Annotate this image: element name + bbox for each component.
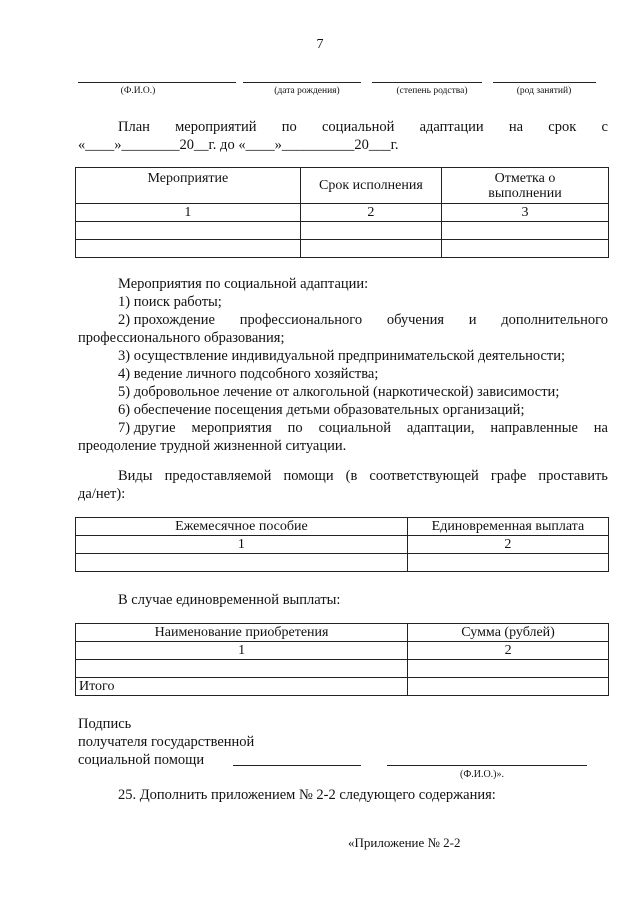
item-25: 25. Дополнить приложением № 2-2 следующего содержания: [118,787,496,803]
measures-header-term: Срок исполнения [300,168,441,204]
aid-word: помощи [283,468,334,484]
measures-table [75,167,609,258]
plan-word: социальной [322,119,395,135]
aid-word: графе [490,468,527,484]
occupation-label: (род занятий) [516,86,572,96]
birthdate-label: (дата рождения) [274,86,340,96]
aid-line-1 [118,467,608,486]
kinship-label: (степень родства) [396,86,468,96]
plan-word: срок [548,119,577,135]
fio-line [78,82,236,83]
plan-word: на [508,119,524,135]
measure-item-7-cont: преодоление трудной жизненной ситуации. [78,438,347,454]
table-row [76,222,609,240]
aid-line-2: да/нет): [78,486,126,502]
lump-sum-table [75,623,609,696]
signature-underline [233,765,361,766]
plan-word: адаптации [419,119,484,135]
aid-word: (в [345,468,358,484]
list-word: направленные [490,420,578,436]
lump-total-value [408,678,609,696]
list-word: социальной [318,420,391,436]
list-word: и [468,312,477,328]
measures-header-activity: Мероприятие [76,168,301,204]
table-row [76,240,609,258]
lump-header-amount: Сумма (рублей) [408,624,609,642]
aid-word: соответствующей [369,468,479,484]
signature-line-3: социальной помощи [78,752,205,768]
fio-closing-label: (Ф.И.О.)». [460,769,505,780]
measure-item-5: 5) добровольное лечение от алкогольной (наркотической) зависимости; [118,384,560,400]
measure-item-1: 1) поиск работы; [118,294,222,310]
aid-col-number: 2 [407,536,608,554]
aid-word: проставить [538,468,608,484]
table-row [76,554,609,572]
aid-table [75,517,609,572]
occupation-line [493,82,596,83]
list-word: по [287,420,303,436]
lump-sum-intro: В случае единовременной выплаты: [118,592,341,608]
table-row [76,660,609,678]
plan-word: мероприятий [175,119,257,135]
aid-word: предоставляемой [164,468,272,484]
list-word: адаптации, [406,420,475,436]
measure-item-7 [118,419,608,438]
lump-total-label: Итого [76,678,408,696]
measure-item-6: 6) обеспечение посещения детьми образовательных организаций; [118,402,525,418]
page-number: 7 [316,37,324,52]
list-word: на [593,420,608,436]
signature-line-2: получателя государственной [78,734,255,750]
aid-word: Виды [118,468,153,484]
aid-col-number: 1 [76,536,408,554]
kinship-line [372,82,482,83]
measures-col-number: 2 [300,204,441,222]
measures-col-number: 3 [442,204,609,222]
lump-header-item: Наименование приобретения [76,624,408,642]
aid-header-monthly: Ежемесячное пособие [76,518,408,536]
list-word: обучения [386,312,445,328]
list-word: 2) прохождение [118,312,215,328]
list-word: профессионального [239,312,363,328]
list-word: мероприятия [191,420,272,436]
birthdate-line [243,82,361,83]
fio-underline [387,765,587,766]
measure-item-3: 3) осуществление индивидуальной предпринимательской деятельности; [118,348,566,364]
lump-col-number: 2 [408,642,609,660]
measures-col-number: 1 [76,204,301,222]
aid-header-lump-sum: Единовременная выплата [407,518,608,536]
plan-word: План [118,119,150,135]
lump-col-number: 1 [76,642,408,660]
measure-item-4: 4) ведение личного подсобного хозяйства; [118,366,379,382]
plan-word: по [281,119,297,135]
plan-word: с [601,119,608,135]
measures-title: Мероприятия по социальной адаптации: [118,276,369,292]
list-word: 7) другие [118,420,176,436]
measure-item-2 [118,311,608,330]
plan-line-2: «____»________20__г. до «____»__________20___г. [78,137,399,153]
list-word: дополнительного [501,312,608,328]
appendix-title: «Приложение № 2-2 [348,835,461,850]
measure-item-2-cont: профессионального образования; [78,330,285,346]
measures-header-mark: Отметка о выполнении [442,168,609,204]
plan-line-1 [118,118,608,137]
fio-label: (Ф.И.О.) [120,86,156,96]
signature-line-1: Подпись [78,716,132,732]
